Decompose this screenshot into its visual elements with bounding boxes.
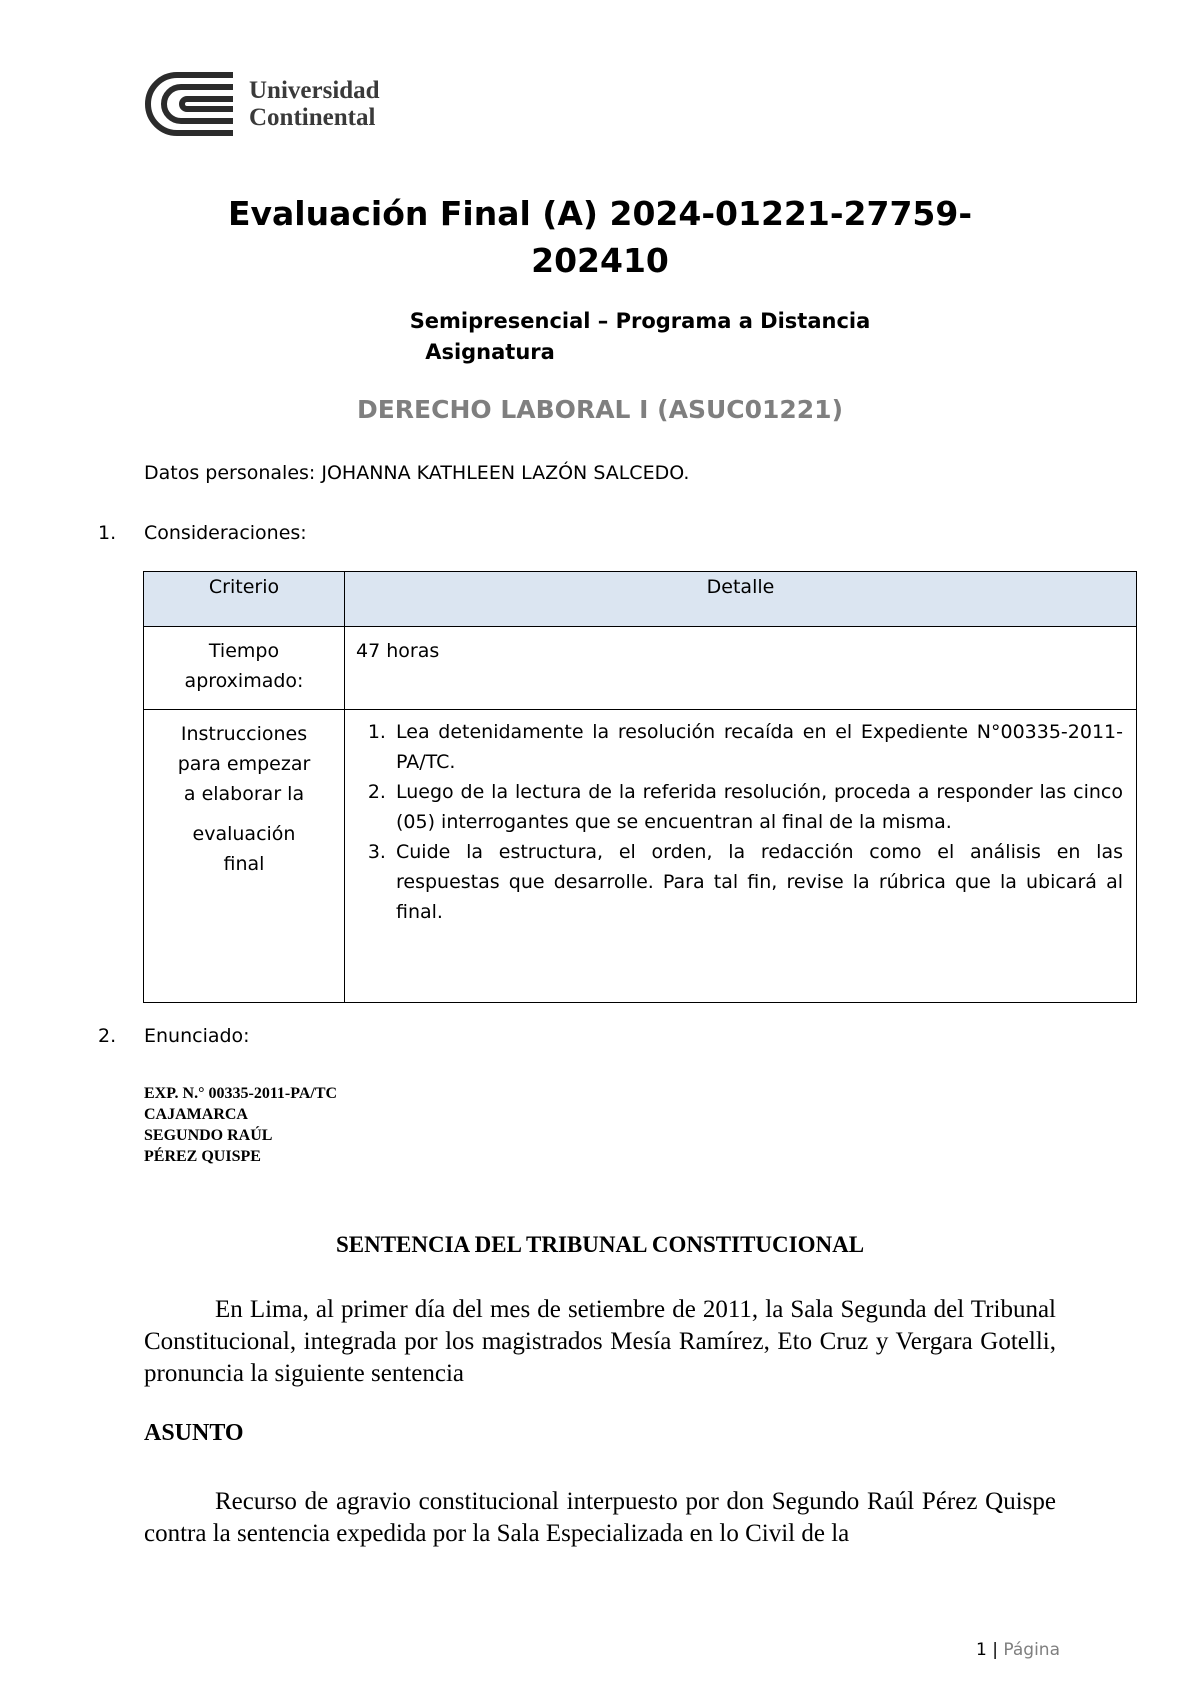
- criterion-line: a elaborar la: [183, 783, 305, 805]
- detail-cell: [345, 710, 1137, 1003]
- criterion-line: Instrucciones: [180, 723, 308, 745]
- section-number: 1.: [98, 522, 117, 544]
- page-title-line-2: 202410: [531, 241, 669, 280]
- list-item: 2. Luego de la lectura de la referida resolución, proceda a responder las cinco (05) interrogantes que se encuentran al final de la misma.: [392, 777, 1123, 837]
- criterion-line: evaluación: [192, 823, 296, 845]
- page-number: 1: [976, 1640, 987, 1660]
- instructions-list: [346, 711, 1135, 927]
- logo-line-2: Continental: [249, 104, 376, 131]
- criterion-cell: [144, 627, 345, 710]
- subject-label: Asignatura: [425, 340, 555, 364]
- course-name: DERECHO LABORAL I (ASUC01221): [356, 395, 844, 424]
- university-logo: [143, 70, 380, 138]
- detail-text: 47 horas: [356, 640, 440, 662]
- criterion-line: para empezar: [177, 753, 311, 775]
- table-header-row: [144, 572, 1137, 627]
- detail-cell: [345, 627, 1137, 710]
- criterion-line: final: [223, 853, 265, 875]
- case-line: EXP. N.° 00335-2011-PA/TC: [144, 1085, 338, 1102]
- page-footer: [900, 1640, 1060, 1660]
- considerations-table: [143, 571, 1137, 1003]
- criterion-line: Tiempo: [208, 640, 280, 662]
- column-header-criterio: Criterio: [144, 572, 345, 627]
- section-heading-statement: [98, 1025, 250, 1047]
- case-line: SEGUNDO RAÚL: [144, 1127, 273, 1144]
- criterion-line: aproximado:: [184, 670, 304, 692]
- list-item: 1. Lea detenidamente la resolución recaída en el Expediente N°00335-2011-PA/TC.: [392, 717, 1123, 777]
- page-title: [150, 190, 1050, 284]
- page-separator: |: [992, 1640, 998, 1660]
- case-line: CAJAMARCA: [144, 1106, 248, 1123]
- personal-data: [144, 462, 689, 484]
- section-number: 2.: [98, 1025, 117, 1047]
- paragraph-asunto: Recurso de agravio constitucional interpuesto por don Segundo Raúl Pérez Quispe contra la sentencia expedida por la Sala Especializada en lo Civil de la: [144, 1488, 1056, 1547]
- page-word: Página: [1003, 1640, 1060, 1660]
- section-title: Enunciado:: [144, 1025, 250, 1047]
- column-header-detalle: Detalle: [345, 572, 1137, 627]
- table-row: [144, 710, 1137, 1003]
- case-reference: [144, 1083, 337, 1167]
- asunto-heading: ASUNTO: [144, 1420, 244, 1446]
- criterion-cell: [144, 710, 345, 1003]
- personal-data-label: Datos personales:: [144, 462, 316, 484]
- logo-wordmark: [249, 77, 380, 131]
- section-title: Consideraciones:: [144, 522, 307, 544]
- logo-line-1: Universidad: [249, 77, 380, 104]
- table-row: [144, 627, 1137, 710]
- paragraph-intro: En Lima, al primer día del mes de setiembre de 2011, la Sala Segunda del Tribunal Constitucional, integrada por los magistrados Mesía Ramírez, Eto Cruz y Vergara Gotelli, pronuncia la siguiente sentencia: [144, 1296, 1056, 1387]
- student-name: JOHANNA KATHLEEN LAZÓN SALCEDO.: [321, 462, 690, 484]
- modality-subtitle: Semipresencial – Programa a Distancia: [409, 309, 871, 333]
- case-line: PÉREZ QUISPE: [144, 1148, 261, 1165]
- sentencia-title: SENTENCIA DEL TRIBUNAL CONSTITUCIONAL: [335, 1232, 865, 1257]
- section-heading-considerations: [98, 522, 307, 544]
- universidad-continental-logo-icon: [143, 70, 235, 138]
- list-item: 3. Cuide la estructura, el orden, la redacción como el análisis en las respuestas que desarrolle. Para tal fin, revise la rúbrica que la ubicará al final.: [392, 837, 1123, 927]
- page-title-line-1: Evaluación Final (A) 2024-01221-27759-: [227, 194, 973, 233]
